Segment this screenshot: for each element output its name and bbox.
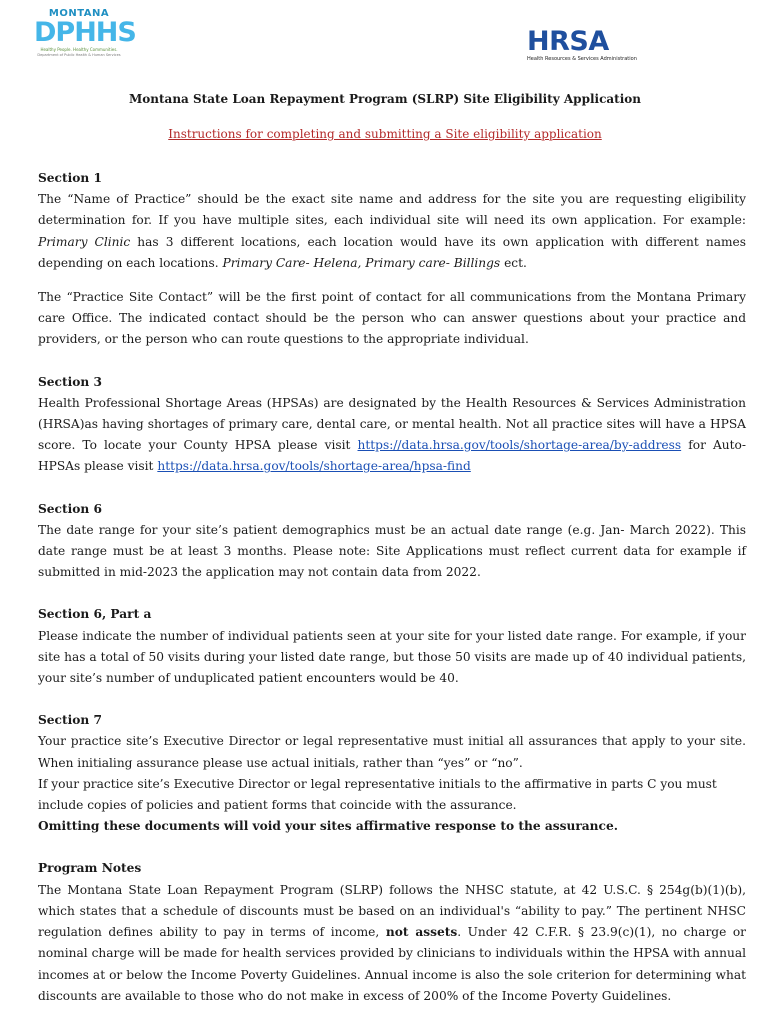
dphhs-logo-department: Department of Public Health & Human Services [37, 53, 121, 57]
section-6-heading: Section 6 [38, 501, 102, 516]
document-title: Montana State Loan Repayment Program (SLRP) Site Eligibility Application [128, 92, 641, 106]
section-1-paragraph-1 [38, 189, 746, 274]
not-assets-emphasis: not assets [385, 925, 458, 940]
text-run: has 3 different locations, each location would have its own application with different names depending on each locations. [38, 234, 746, 270]
dphhs-logo [34, 8, 136, 70]
section-7-warning: Omitting these documents will void your sites affirmative response to the assurance. [38, 819, 618, 834]
text-run: Health Professional Shortage Areas (HPSAs) are designated by the Health Resources & Services Administration (HRSA)as having shortages of primary care, dental care, or mental health. Not all practice sites will have a HPSA score. To locate your County HPSA please visit [38, 395, 746, 453]
section-6a-heading: Section 6, Part a [38, 607, 152, 622]
section-7-heading: Section 7 [38, 713, 102, 728]
document-subtitle: Instructions for completing and submitting a Site eligibility application [168, 127, 602, 141]
hpsa-by-address-link[interactable]: https://data.hrsa.gov/tools/shortage-area/by-address [357, 438, 682, 453]
text-run: The Montana State Loan Repayment Program (SLRP) follows the NHSC statute, at 42 U.S.C. § 254g(b)(1)(b), which states that a schedule of discounts must be based on an individual's “ability to pay.” The pertinent NHSC regulation defines ability to pay in terms of income, [38, 882, 746, 940]
section-7-paragraph-2: If your practice site’s Executive Director or legal representative initials to the affirmative in parts C you must include copies of policies and patient forms that coincide with the assurance. [38, 776, 717, 813]
section-3-paragraph [38, 393, 746, 478]
document-body [38, 168, 746, 1007]
hrsa-logo-name: HRSA [527, 26, 609, 57]
hrsa-logo [527, 26, 637, 66]
dphhs-logo-tagline: Healthy People. Healthy Communities. [40, 47, 118, 52]
section-6a-paragraph: Please indicate the number of individual patients seen at your site for your listed date range. For example, if your site has a total of 50 visits during your listed date range, but those 50 visits are made up of 40 individual patients, your site’s number of unduplicated patient encounters would be 40. [38, 628, 746, 686]
dphhs-logo-state: MONTANA [48, 8, 110, 19]
hrsa-logo-subtitle: Health Resources & Services Administration [527, 56, 637, 62]
section-1-heading: Section 1 [38, 171, 102, 185]
section-7-paragraph-1: Your practice site’s Executive Director or legal representative must initial all assurances that apply to your site. When initialing assurance please use actual initials, rather than “yes” or “no”. [38, 734, 746, 770]
program-notes-paragraph [38, 880, 746, 1007]
text-run: The “Name of Practice” should be the exact site name and address for the site you are requesting eligibility determination for. If you have multiple sites, each individual site will need its own application. For example: [38, 192, 746, 228]
section-6-paragraph: The date range for your site’s patient demographics must be an actual date range (e.g. Jan- March 2022). This date range must be at least 3 months. Please note: Site Applications must reflect current data for example if submitted in mid-2023 the application may not contain data from 2022. [38, 522, 746, 580]
text-run: ect. [500, 255, 527, 270]
text-run: . Under 42 C.F.R. § 23.9(c)(1), no charge or nominal charge will be made for health services provided by clinicians to individuals within the HPSA with annual incomes at or below the Income Poverty Guidelines. Annual income is also the sole criterion for determining what discounts are available to those who do not make in excess of 200% of the Income Poverty Guidelines. [38, 925, 747, 1003]
program-notes-heading: Program Notes [38, 861, 142, 876]
example-location-names: Primary Care- Helena, Primary care- Billings [222, 255, 501, 270]
section-3-heading: Section 3 [38, 374, 102, 389]
text-run: for Auto-HPSAs please visit [38, 438, 746, 474]
hpsa-find-link[interactable]: https://data.hrsa.gov/tools/shortage-area/hpsa-find [157, 459, 471, 474]
example-clinic-name: Primary Clinic [38, 234, 131, 249]
section-1-paragraph-2: The “Practice Site Contact” will be the first point of contact for all communications from the Montana Primary care Office. The indicated contact should be the person who can answer questions about your practice and providers, or the person who can route questions to the appropriate individual. [38, 290, 746, 347]
dphhs-logo-name: DPHHS [34, 17, 136, 48]
